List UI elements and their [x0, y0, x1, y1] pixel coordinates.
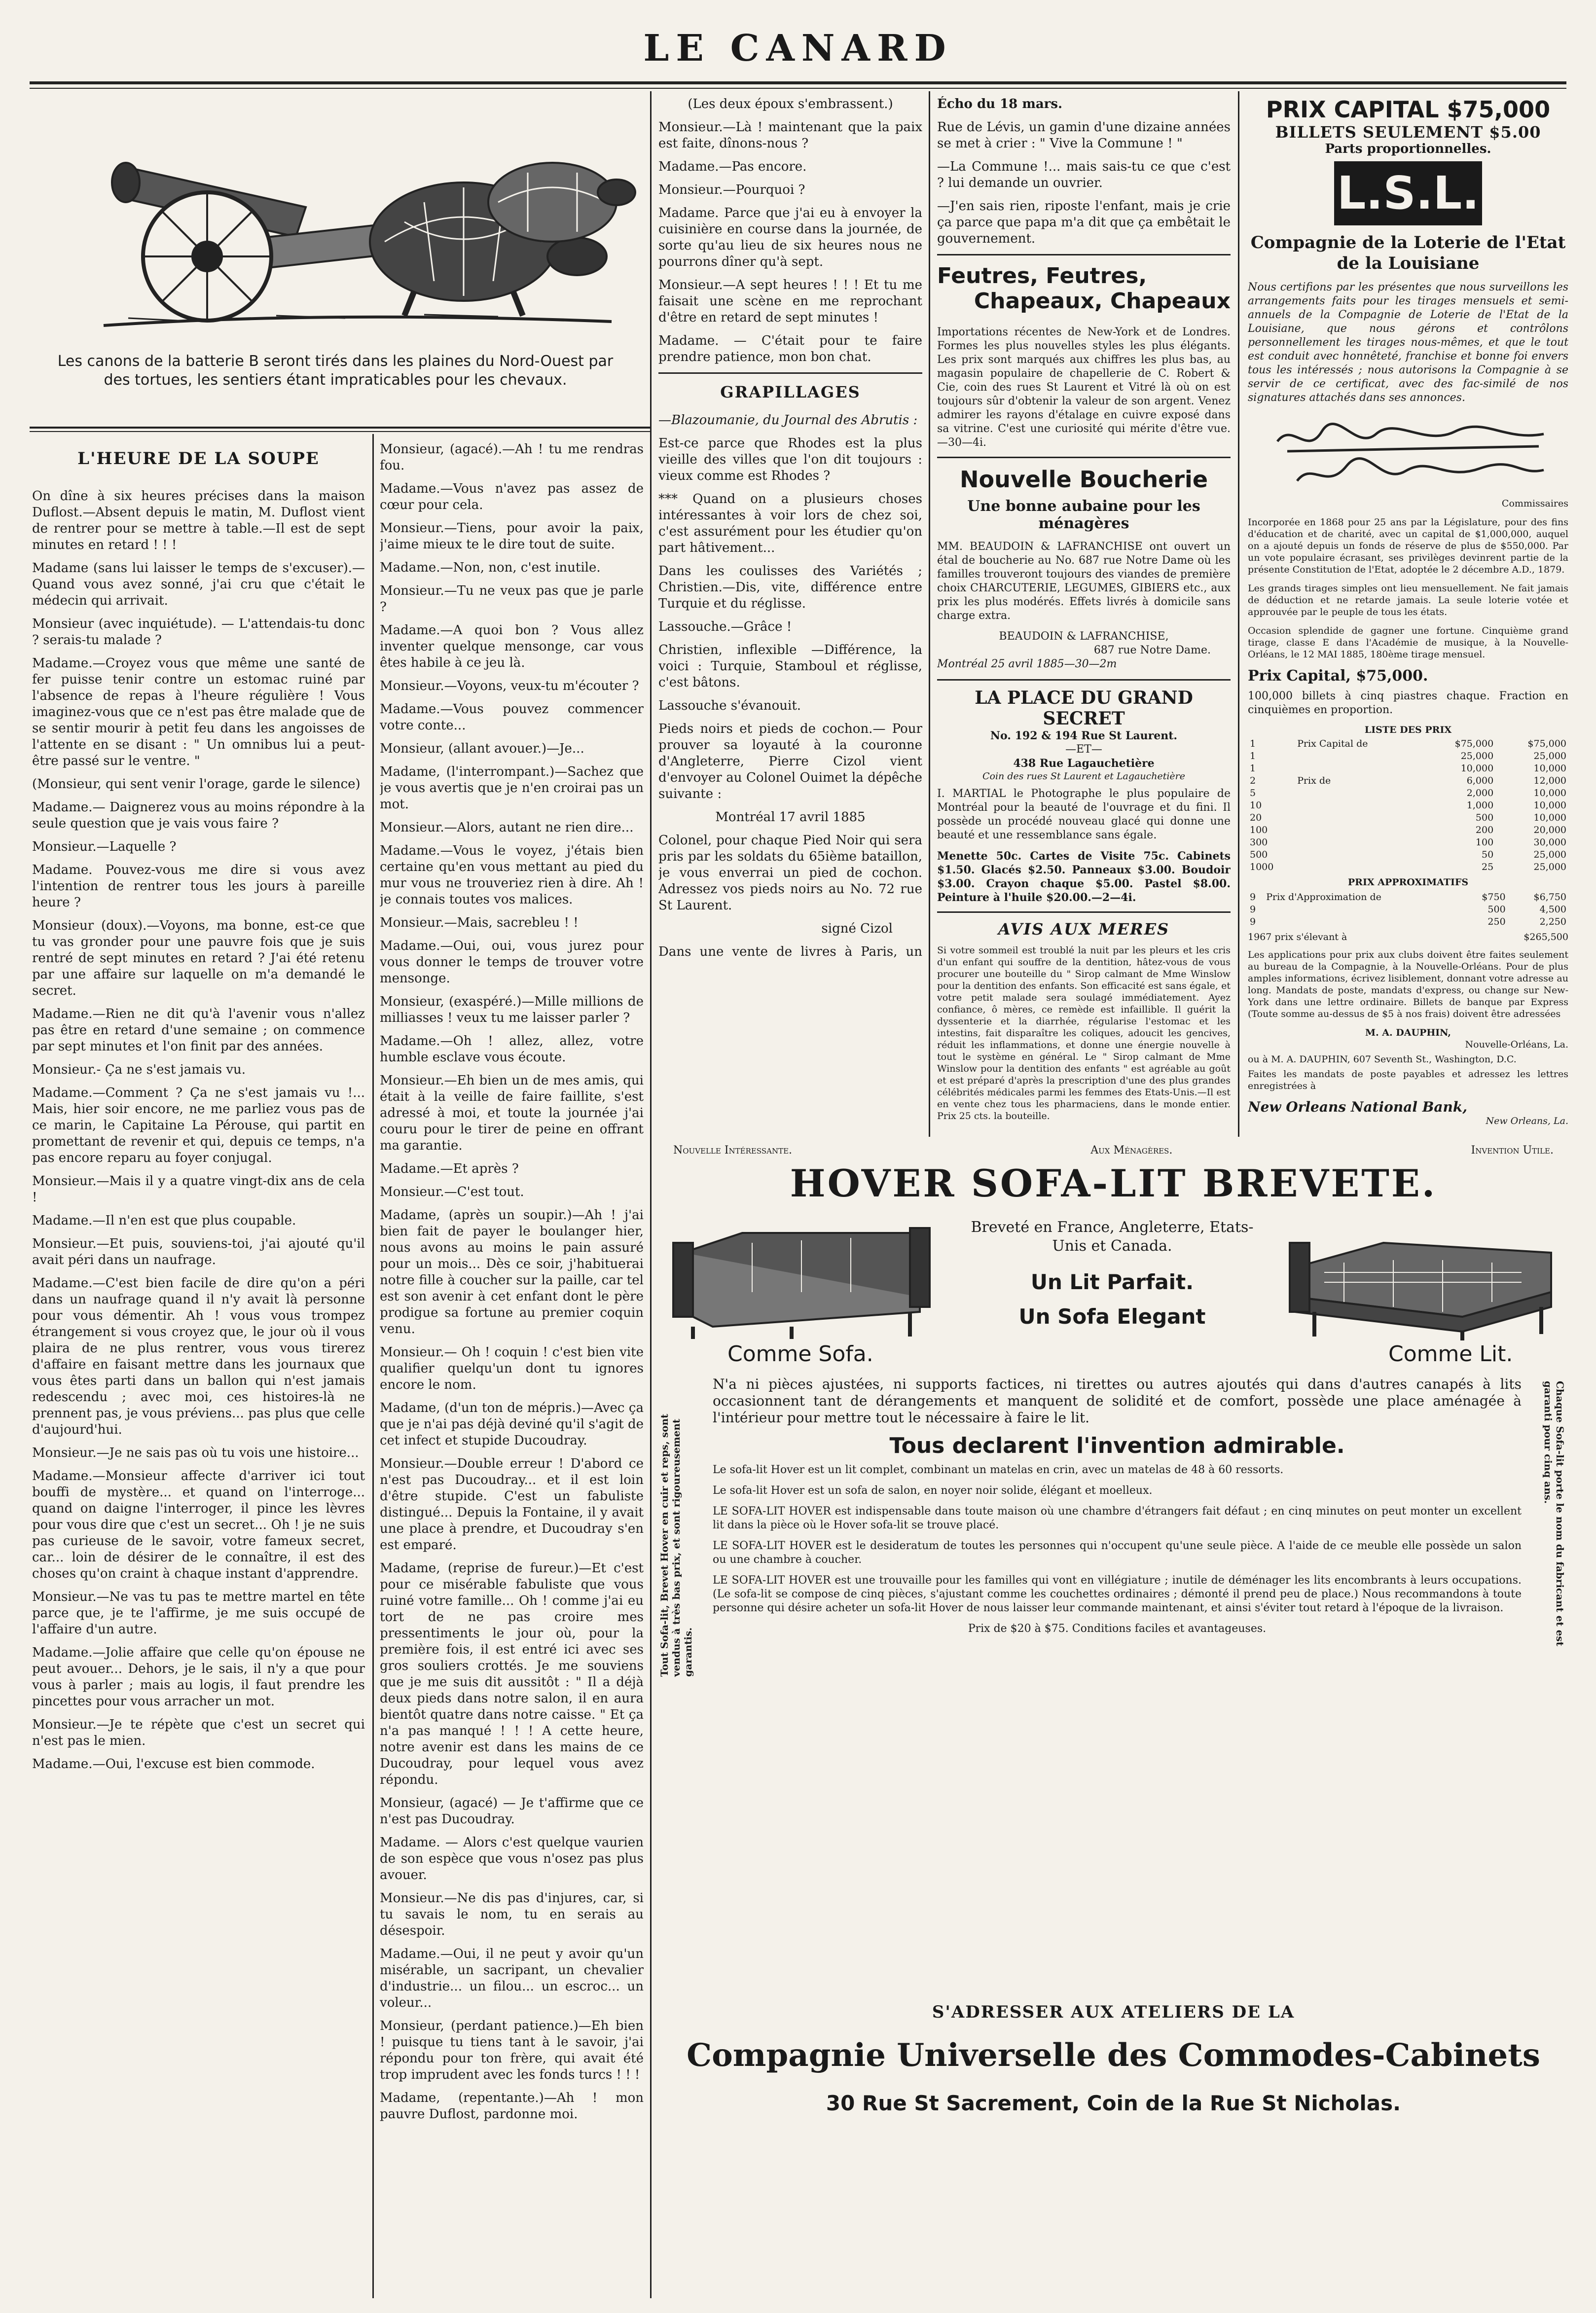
sofa-text-6: LE SOFA-LIT HOVER est une trouvaille pour les familles qui vont en villégiature ; inutile de déménager les lits encombrants à leurs occupations. (Le sofa-lit se compose de cinq pièces, s'ajustant comme les couchettes ordinaires ; démonté il prend peu de place.) Nous recommandons à toute personne qui désire acheter un sofa-lit Hover de nous laisser leur commande maintenant, et ainsi s'éviter tout retard à l'époque de la livraison.: [713, 1574, 1522, 1614]
prize-cell: [1264, 916, 1461, 928]
paragraph: —La Commune !... mais sais-tu ce que c'est ? lui demande un ouvrier.: [937, 159, 1231, 190]
masthead: [0, 27, 1596, 70]
prize-cell: $75,000: [1527, 738, 1566, 749]
cartoon-caption: Les canons de la batterie B seront tirés dans les plaines du Nord-Ouest par des tortues, les sentiers étant impraticables pour les chevaux.: [57, 353, 614, 389]
prize-cell: 25,000: [1460, 751, 1494, 761]
dauphin-washington: ou à M. A. DAUPHIN, 607 Seventh St., Washington, D.C.: [1248, 1054, 1517, 1065]
boucherie-date: Montréal 25 avril 1885—30—2m: [937, 658, 1117, 670]
prize-row: [1248, 738, 1568, 750]
paragraph: Madame.—Vous pouvez commencer votre conte...: [380, 702, 644, 733]
prize-cell: 25: [1482, 862, 1494, 872]
prize-cell: 1,000: [1466, 800, 1494, 811]
prize-cell: [1295, 750, 1422, 762]
paragraph: Monsieur.—Mais il y a quatre vingt-dix ans de cela !: [32, 1174, 365, 1205]
prize-row: [1248, 824, 1568, 836]
feutres-text: Importations récentes de New-York et de Londres. Formes les plus nouvelles styles les plus élégants. Les prix sont marqués aux chiffres les plus bas, au magasin populaire de chapellerie de C. Robert & Cie, coin des rues St Laurent et Vitré là où on est toujours sûr d'obtenir la valeur de son argent. Venez admirer les rayons d'étalage en cuivre exposé dans sa vitrine. C'est une curiosité qui mérite d'être vue. —30—4i.: [937, 326, 1231, 449]
lottery-liste-heading: LISTE DES PRIX: [1364, 724, 1452, 735]
lottery-parts: Parts proportionnelles.: [1325, 142, 1491, 156]
prize-row: [1248, 812, 1568, 824]
paragraph: Pieds noirs et pieds de cochon.— Pour prouver sa loyauté à la couronne d'Angleterre, Pierre Cizol vient d'envoyer au Colonel Ouimet la dépêche suivante :: [658, 722, 922, 801]
sofa-tous: Tous declarent l'invention admirable.: [889, 1433, 1345, 1458]
prize-cell: 1: [1250, 763, 1256, 774]
lottery-total-row: [1248, 931, 1568, 943]
paragraph: signé Cizol: [821, 921, 893, 936]
lottery-heading: PRIX CAPITAL $75,000: [1266, 96, 1551, 123]
prize-cell: [1295, 812, 1422, 824]
sofa-brevete: Breveté en France, Angleterre, Etats-Unis et Canada.: [971, 1219, 1254, 1255]
boucherie-signature: BEAUDOIN & LAFRANCHISE,: [999, 630, 1169, 643]
paragraph: Monsieur (avec inquiétude). — L'attendais-tu donc ? serais-tu malade ?: [32, 616, 365, 648]
lottery-grands-tirages: Les grands tirages simples ont lieu mensuellement. Ne fait jamais de déduction et ne retarde jamais. La seule loterie votée et approuvée par le peuple de tous les états.: [1248, 583, 1568, 617]
sofa-elegant: Un Sofa Elegant: [1018, 1304, 1206, 1329]
prize-cell: $75,000: [1454, 738, 1494, 749]
paragraph: Monsieur.—Et puis, souviens-toi, j'ai ajouté qu'il avait péri dans un naufrage.: [32, 1236, 365, 1267]
paragraph: Monsieur.—Double erreur ! D'abord ce n'est pas Ducoudray... et il est loin d'être stupide. C'est un fabuliste distingué... Depuis la Fontaine, il y avait une place à prendre, et Ducoudray s'en est emparé.: [380, 1456, 644, 1553]
paragraph: Monsieur.—Alors, autant ne rien dire...: [380, 820, 634, 835]
prize-row: [1248, 836, 1568, 849]
secret-text: I. MARTIAL le Photographe le plus populaire de Montréal pour la beauté de l'ouvrage et du fini. Il possède un procédé nouveau glacé qui donne une beauté et une ressemblance sans égale.: [937, 788, 1231, 841]
prize-row: [1248, 787, 1568, 799]
lottery-mandats: Faites les mandats de poste payables et adressez les lettres enregistrées à: [1248, 1069, 1568, 1091]
paragraph: Monsieur.- Ça ne s'est jamais vu.: [32, 1062, 246, 1077]
paragraph: Monsieur, (agacé).—Ah ! tu me rendras fou.: [380, 442, 644, 473]
comme-sofa: Comme Sofa.: [727, 1341, 873, 1367]
paragraph: Monsieur, (exaspéré.)—Mille millions de milliasses ! veux tu me laisser parler ?: [380, 994, 644, 1025]
paragraph: Lassouche s'évanouit.: [658, 698, 801, 713]
lottery-occasion: Occasion splendide de gagner une fortune. Cinquième grand tirage, classe E dans l'Académie de musique, à la Nouvelle-Orléans, le 12 MAI 1885, 180ème tirage mensuel.: [1248, 625, 1568, 660]
prize-row: [1248, 891, 1568, 904]
total-value: $265,500: [1523, 932, 1568, 942]
prize-cell: 12,000: [1533, 775, 1566, 786]
sofa-text-1: N'a ni pièces ajustées, ni supports factices, ni tirettes ou autres ajoutés qui dans d'autres canapés à lits occasionnent tant de dérangements et manquent de solidité et de comfort, possède une place aménagée à l'intérieur pour mettre tout le nécessaire à faire le lit.: [713, 1376, 1522, 1426]
paragraph: Monsieur, (agacé) — Je t'affirme que ce n'est pas Ducoudray.: [380, 1796, 644, 1827]
prize-cell: [1295, 824, 1422, 836]
prize-cell: [1295, 861, 1422, 873]
paragraph: *** Quand on a plusieurs choses intéressantes à voir lors de chez soi, c'est assurément pour les étudier qu'on part hâtivement...: [658, 492, 922, 555]
secret-prices: Menette 50c. Cartes de Visite 75c. Cabinets $1.50. Glacés $2.50. Panneaux $3.00. Boudoir $3.00. Crayon chaque $5.00. Pastel $8.00. Peinture à l'huile $20.00.—2—4i.: [937, 850, 1231, 904]
paragraph: Monsieur, (perdant patience.)—Eh bien ! puisque tu tiens tant à le savoir, j'ai répondu pour ton frère, qui avait été trop imprudent avec les fonds turcs ! ! !: [380, 2019, 644, 2082]
prize-cell: $6,750: [1533, 892, 1566, 903]
sofa-top-labels: [658, 1144, 1568, 1156]
prize-cell: 2,250: [1539, 916, 1566, 927]
boucherie-text: MM. BEAUDOIN & LAFRANCHISE ont ouvert un étal de boucherie au No. 687 rue Notre Dame où les familles trouveront toujours des viandes de première choix CHARCUTERIE, LEGUMES, GIBIERS etc., aux prix les plus modérés. Effets livrés à domicile sans charge extra.: [937, 541, 1231, 622]
paragraph: Rue de Lévis, un gamin d'une dizaine années se met à crier : " Vive la Commune ! ": [937, 120, 1231, 151]
sofa-side-left: Tout Sofa-lit, Brevet Hover en cuir et reps, sont vendus à très bas prix, et sont rigoureusement garantis.: [658, 1413, 694, 1677]
secret-coin: Coin des rues St Laurent et Lagauchetière: [982, 771, 1185, 782]
paragraph: Christien, inflexible —Différence, la voici : Turquie, Stamboul et réglisse, c'est bâtons.: [658, 643, 922, 690]
sofa-text-5: LE SOFA-LIT HOVER est le desideratum de toutes les personnes qui n'occupent qu'une seule pièce. A l'aide de ce meuble elle possède un salon ou une chambre à coucher.: [713, 1540, 1522, 1566]
prize-cell: [1295, 836, 1422, 849]
paragraph: Monsieur.—Tu ne veux pas que je parle ?: [380, 583, 644, 614]
sofa-adresse: 30 Rue St Sacrement, Coin de la Rue St Nicholas.: [826, 2091, 1401, 2115]
paragraph: Madame.—Non, non, c'est inutile.: [380, 560, 601, 575]
paragraph: Monsieur.—Là ! maintenant que la paix est faite, dînons-nous ?: [658, 120, 922, 151]
prize-cell: 100: [1475, 837, 1494, 848]
paragraph: Monsieur.—Ne vas tu pas te mettre martel en tête parce que, je te l'affirme, je me suis occupé de l'affaire d'un autre.: [32, 1590, 365, 1637]
paragraph: Colonel, pour chaque Pied Noir qui sera pris par les soldats du 65ième bataillon, je vous enverrai un pied de cochon. Adressez vos pieds noirs au No. 72 rue St Laurent.: [658, 833, 922, 913]
secret-address-1: No. 192 & 194 Rue St Laurent.: [990, 729, 1178, 742]
paragraph: Madame.—Oh ! allez, allez, votre humble esclave vous écoute.: [380, 1034, 644, 1065]
secret-et: —ET—: [1065, 743, 1102, 756]
paragraph: Monsieur.—Voyons, veux-tu m'écouter ?: [380, 679, 639, 693]
prize-cell: 10,000: [1533, 812, 1566, 823]
cannon-tortoise-illustration: [30, 94, 641, 335]
sofa-label-mid: Aux Ménagères.: [1090, 1144, 1173, 1156]
prize-cell: 10: [1250, 800, 1262, 811]
paragraph: Madame.—Il n'en est que plus coupable.: [32, 1213, 296, 1228]
paragraph: Monsieur.—Laquelle ?: [32, 839, 177, 854]
sofa-lit-ad: [658, 1144, 1568, 2298]
prize-cell: [1264, 904, 1461, 916]
paragraph: Madame.—Jolie affaire que celle qu'on épouse ne peut avouer... Dehors, je le sais, il n'y a que pour vous à parler ; mais au logis, il faut prendre les pincettes pour vous arracher un mot.: [32, 1645, 365, 1709]
paragraph: Madame.—Comment ? Ça ne s'est jamais vu !... Mais, hier soir encore, ne me parliez vous pas de ce marin, le Capitaine La Pérouse, qui partit en promettant de revenir et qui, depuis ce temps, n'a pas encore reparu au foyer conjugal.: [32, 1085, 365, 1165]
paragraph: Madame, (reprise de fureur.)—Et c'est pour ce misérable fabuliste que vous ruiné votre famille... Oh ! comme j'ai eu tort de ne pas croire mes pressentiments le jour où, pour la première fois, il est entré ici avec ses gros souliers crottés. Je me souviens que je me suis dit aussitôt : " Il a déjà deux pieds dans notre salon, il en aura bientôt quatre dans notre caisse. " Et ça n'a pas manqué ! ! ! A cette heure, notre avenir est dans les mains de ce Ducoudray, pour lequel vous avez répondu.: [380, 1561, 644, 1787]
dauphin-city: Nouvelle-Orléans, La.: [1465, 1039, 1568, 1050]
paragraph: Madame. Pouvez-vous me dire si vous avez l'intention de rentrer tous les jours à pareille heure ?: [32, 863, 365, 910]
paragraph: Monsieur.—Pourquoi ?: [658, 182, 805, 197]
prize-row: [1248, 904, 1568, 916]
paragraph: Madame.—Monsieur affecte d'arriver ici tout bouffi de mystère... et quand on l'interroge... quand on daigne l'interroger, il pince les lèvres pour vous dire que c'est un secret... Oh ! je ne suis pas curieuse de le savoir, votre fameux secret, car... loin de désirer de le connaître, il est des choses qu'on craint à chaque instant d'apprendre.: [32, 1469, 365, 1581]
lottery-applications: Les applications pour prix aux clubs doivent être faites seulement au bureau de la Compagnie, à la Nouvelle-Orléans. Pour de plus amples informations, écrivez lisiblement, donnant votre adresse au long. Mandats de poste, mandats d'express, ou change sur New-York dans une lettre ordinaire. Billets de banque par Express (Toute somme au-dessus de $5 à nos frais) doivent être adressées: [1248, 949, 1568, 1019]
prize-cell: 300: [1250, 837, 1268, 848]
prize-row: [1248, 916, 1568, 928]
lottery-billets-count: 100,000 billets à cinq piastres chaque. Fraction en cinquièmes en proportion.: [1248, 690, 1568, 716]
prize-table: [1248, 738, 1568, 873]
lottery-column: [1248, 96, 1568, 1132]
prize-cell: 9: [1250, 892, 1256, 903]
prize-cell: $750: [1482, 892, 1506, 903]
paragraph: Madame.—Vous le voyez, j'étais bien certaine qu'en vous mettant au pied du mur vous ne trouveriez rien à dire. Ah ! je connais toutes vos malices.: [380, 843, 644, 907]
paragraph: —J'en sais rien, riposte l'enfant, mais je crie ça parce que papa m'a dit que ça embêtait le gouvernement.: [937, 199, 1231, 246]
approx-table: [1248, 891, 1568, 928]
sofa-body: [713, 1376, 1522, 1636]
paragraph: Madame. — C'était pour te faire prendre patience, mon bon chat.: [658, 333, 922, 364]
paragraph: Madame.— Daignerez vous au moins répondre à la seule question que je vais vous faire ?: [32, 800, 365, 831]
paragraph: Madame, (après un soupir.)—Ah ! j'ai bien fait de payer le boulanger hier, nous avons au moins le pain assuré pour un mois... Dès ce soir, j'habituerai notre fille à coucher sur la paille, car tel est son avenir à cet enfant dont le père prodigue sa fortune au premier coquin venu.: [380, 1208, 644, 1337]
prize-cell: 4,500: [1539, 904, 1566, 915]
paragraph: (Monsieur, qui sent venir l'orage, garde le silence): [32, 777, 361, 792]
soupe-column-2: [380, 441, 644, 2301]
paragraph: Monsieur.—Je ne sais pas où tu vois une histoire...: [32, 1446, 359, 1460]
prize-cell: 2: [1250, 775, 1256, 786]
boucherie-subheading: Une bonne aubaine pour les ménagères: [967, 498, 1200, 532]
prize-row: [1248, 750, 1568, 762]
prize-cell: [1295, 762, 1422, 775]
prize-cell: 10,000: [1533, 763, 1566, 774]
paragraph: Lassouche.—Grâce !: [658, 619, 792, 634]
paragraph: Madame, (l'interrompant.)—Sachez que je vous avertis que je n'en croirai pas un mot.: [380, 764, 644, 812]
paragraph: Madame.—A quoi bon ? Vous allez inventer quelque mensonge, car vous êtes habile à ce jeu là.: [380, 623, 644, 670]
paragraph: Monsieur.—Eh bien un de mes amis, qui était à la veille de faire faillite, s'est adressé à moi, et toute la journée j'ai couru pour le tirer de peine en offrant ma garantie.: [380, 1073, 644, 1153]
sofa-text-2: Le sofa-lit Hover est un lit complet, combinant un matelas en crin, avec un matelas de 48 à 60 ressorts.: [713, 1464, 1284, 1476]
commissaires: Commissaires: [1501, 498, 1568, 509]
prize-cell: Prix de: [1297, 775, 1331, 786]
prize-row: [1248, 799, 1568, 812]
sofa-illustration-right: [1285, 1213, 1561, 1341]
lottery-prix-capital: Prix Capital, $75,000.: [1248, 667, 1428, 685]
paragraph: Monsieur.—Je te répète que c'est un secret qui n'est pas le mien.: [32, 1717, 365, 1748]
avis-text: Si votre sommeil est troublé la nuit par les pleurs et les cris d'un enfant qui souffre de la dentition, hâtez-vous de vous procurer une bouteille du " Sirop calmant de Mme Winslow pour la dentition des enfants. Son efficacité est sans égale, et votre petit malade sera soulagé immédiatement. Ayez confiance, ô mères, ce remède est infaillible. Il guérit la dyssenterie et la diarrhée, régularise l'estomac et les intestins, fait disparaître les coliques, adoucit les gencives, réduit les inflammations, et donne une énergie nouvelle à tout le système en général. Le " Sirop calmant de Mme Winslow pour la dentition des enfants " est agréable au goût et est préparé d'après la prescription d'une des plus grandes célébrités médicales parmi les femmes des Etats-Unis.—Il est en vente chez tous les pharmaciens, dans le monde entier. Prix 25 cts. la bouteille.: [937, 945, 1231, 1121]
prize-cell: 500: [1250, 849, 1268, 860]
prize-cell: 500: [1487, 904, 1506, 915]
lottery-company: Compagnie de la Loterie de l'Etat de la Louisiane: [1250, 233, 1566, 273]
sofa-illustration-left: [663, 1213, 940, 1341]
avis-heading: AVIS AUX MERES: [998, 920, 1170, 939]
paragraph: (Les deux époux s'embrassent.): [688, 97, 893, 111]
prize-cell: 20,000: [1533, 825, 1566, 835]
paragraph: Madame. — Alors c'est quelque vaurien de son espèce que vous n'osez pas plus avouer.: [380, 1835, 644, 1882]
paragraph: Monsieur.—Mais, sacrebleu ! !: [380, 915, 579, 930]
prize-cell: 9: [1250, 916, 1256, 927]
lottery-incorporation: Incorporée en 1868 pour 25 ans par la Législature, pour des fins d'éducation et de charité, avec un capital de $1,000,000, auquel on a ajouté depuis un fonds de réserve de plus de $550,000. Par un vote populaire écrasant, ses privilèges devinrent partie de la présente Constitution de l'Etat, adoptée le 2 décembre A.D., 1879.: [1248, 517, 1568, 575]
paragraph: Madame.—Oui, il ne peut y avoir qu'un misérable, un sacripant, un chevalier d'industrie... un filou... un escroc... un voleur...: [380, 1947, 644, 2010]
prize-cell: Prix d'Approximation de: [1266, 892, 1381, 903]
prize-row: [1248, 762, 1568, 775]
secret-address-2: 438 Rue Lagauchetière: [1013, 757, 1155, 770]
feutres-heading-2: Chapeaux, Chapeaux: [974, 289, 1231, 314]
approx-heading: PRIX APPROXIMATIFS: [1347, 877, 1469, 888]
prize-cell: 6,000: [1466, 775, 1494, 786]
grapillages-heading: GRAPILLAGES: [720, 383, 861, 401]
prize-cell: 2,000: [1466, 788, 1494, 798]
paragraph: Madame.—Rien ne dit qu'à l'avenir vous n'allez pas être en retard d'une semaine ; on commence par sept minutes et l'on finit par des années.: [32, 1007, 365, 1054]
prize-cell: [1295, 849, 1422, 861]
paragraph: Madame.—Pas encore.: [658, 159, 807, 174]
prize-cell: [1295, 799, 1422, 812]
sofa-heading: HOVER SOFA-LIT BREVETE.: [790, 1161, 1437, 1205]
signatures-image: [1248, 412, 1568, 496]
prize-cell: 10,000: [1460, 763, 1494, 774]
prize-row: [1248, 861, 1568, 873]
column-4: [937, 96, 1231, 1132]
sofa-text-3: Le sofa-lit Hover est un sofa de salon, en noyer noir solide, élégant et moelleux.: [713, 1484, 1153, 1497]
paragraph: Écho du 18 mars.: [937, 97, 1063, 111]
lottery-billets: BILLETS SEULEMENT $5.00: [1275, 123, 1541, 142]
paragraph: Est-ce parce que Rhodes est la plus vieille des villes que l'on dit toujours : vieux comme est Rhodes ?: [658, 436, 922, 483]
paragraph: Montréal 17 avril 1885: [715, 810, 866, 825]
paragraph: Madame.—Et après ?: [380, 1161, 519, 1176]
sofa-text-4: LE SOFA-LIT HOVER est indispensable dans toute maison où une chambre d'étrangers fait défaut ; en cinq minutes on peut monter un excellent lit dans la pièce où le Hover sofa-lit se trouve placé.: [713, 1505, 1522, 1531]
paragraph: —Blazoumanie, du Journal des Abrutis :: [658, 413, 918, 428]
prize-cell: 100: [1250, 825, 1268, 835]
prize-cell: 10,000: [1533, 788, 1566, 798]
paragraph: Madame (sans lui laisser le temps de s'excuser).—Quand vous avez sonné, j'ai cru que c'était le médecin qui arrivait.: [32, 561, 365, 608]
paragraph: Madame, (repentante.)—Ah ! mon pauvre Duflost, pardonne moi.: [380, 2091, 644, 2122]
comme-lit: Comme Lit.: [1388, 1341, 1513, 1367]
dauphin-name: M. A. DAUPHIN,: [1365, 1027, 1451, 1038]
bank-name: New Orleans National Bank,: [1248, 1099, 1468, 1115]
paragraph: Madame.—Croyez vous que même une santé de fer puisse tenir contre un estomac ruiné par l'absence de repas à l'heure régulière ! Vous imaginez-vous que ce n'est pas être malade que de se sentir mourir à petit feu dans les angoisses de l'attente en se disant : " Un omnibus lui a peut-être passé sur le ventre. ": [32, 656, 365, 768]
prize-cell: 20: [1250, 812, 1262, 823]
prize-cell: 250: [1487, 916, 1506, 927]
prize-cell: 1: [1250, 751, 1256, 761]
paragraph: Madame.—C'est bien facile de dire qu'on a péri dans un naufrage quand il n'y avait là personne pour vous démentir. Ah ! vous vous trompez étrangement si vous croyez que, le jour où il vous plaira de ne plus rentrer, vous vous tirerez d'affaire en faisant mettre dans les journaux que vous êtes parti dans un ballon qui n'est jamais redescendu ; avec moi, ces histoires-là ne prennent pas, je vous préviens... pas plus que celle d'aujourd'hui.: [32, 1276, 365, 1437]
paragraph: Dans une vente de livres à Paris, un: [658, 944, 922, 959]
cartoon: [30, 94, 641, 424]
prize-cell: 9: [1250, 904, 1256, 915]
paragraph: Monsieur.—A sept heures ! ! ! Et tu me faisait une scène en me reprochant d'être en retard de sept minutes !: [658, 278, 922, 325]
sofa-lit-parfait: Un Lit Parfait.: [1030, 1270, 1194, 1294]
paragraph: Madame.—Vous n'avez pas assez de cœur pour cela.: [380, 481, 644, 512]
paragraph: Madame.—Oui, l'excuse est bien commode.: [32, 1757, 315, 1771]
prize-cell: 30,000: [1533, 837, 1566, 848]
paragraph: Madame, (d'un ton de mépris.)—Avec ça que je n'ai pas déjà deviné qu'il s'agit de cet infect et stupide Ducoudray.: [380, 1401, 644, 1448]
paragraph: Monsieur.—Tiens, pour avoir la paix, j'aime mieux te le dire tout de suite.: [380, 521, 644, 552]
prize-cell: Prix Capital de: [1297, 738, 1368, 749]
soupe-col1-text: [32, 488, 365, 1772]
total-label: 1967 prix s'élevant à: [1248, 932, 1347, 942]
prize-cell: 10,000: [1533, 800, 1566, 811]
soupe-heading: L'HEURE DE LA SOUPE: [77, 449, 320, 469]
sofa-side-right: Chaque Sofa-lit porte le nom du fabricant et est garanti pour cinq ans.: [1542, 1381, 1566, 1646]
prize-cell: 1000: [1250, 862, 1274, 872]
paragraph: Monsieur.— Oh ! coquin ! c'est bien vite qualifier quelqu'un dont tu ignores encore le nom.: [380, 1345, 644, 1392]
prize-cell: 50: [1482, 849, 1494, 860]
paragraph: Monsieur.—C'est tout.: [380, 1185, 524, 1199]
prize-cell: 25,000: [1533, 862, 1566, 872]
prize-cell: 200: [1475, 825, 1494, 835]
boucherie-heading: Nouvelle Boucherie: [959, 466, 1208, 493]
sofa-adresser: S'ADRESSER AUX ATELIERS DE LA: [932, 2002, 1295, 2022]
lsl-logo: [1334, 161, 1482, 225]
boucherie-address: 687 rue Notre Dame.: [1093, 644, 1211, 656]
prize-cell: 25,000: [1533, 849, 1566, 860]
column-3: [658, 96, 922, 959]
sofa-label-right: Invention Utile.: [1471, 1144, 1554, 1156]
masthead-title: LE CANARD: [643, 27, 953, 70]
prize-cell: 1: [1250, 738, 1256, 749]
sofa-prix: Prix de $20 à $75. Conditions faciles et avantageuses.: [968, 1623, 1267, 1635]
secret-heading: LA PLACE DU GRAND SECRET: [975, 687, 1193, 729]
sofa-label-left: Nouvelle Intéressante.: [673, 1144, 793, 1156]
soupe-column-1: [32, 449, 365, 2303]
paragraph: Dans les coulisses des Variétés ; Christien.—Dis, vite, différence entre Turquie et du réglisse.: [658, 564, 922, 611]
bank-city: New Orleans, La.: [1486, 1116, 1568, 1126]
prize-row: [1248, 849, 1568, 861]
prize-cell: 500: [1475, 812, 1494, 823]
paragraph: Madame.—Oui, oui, vous jurez pour vous donner le temps de trouver votre mensonge.: [380, 939, 644, 986]
prize-cell: 5: [1250, 788, 1256, 798]
prize-cell: [1295, 787, 1422, 799]
sofa-compagnie: Compagnie Universelle des Commodes-Cabinets: [687, 2037, 1540, 2074]
paragraph: Monsieur, (allant avouer.)—Je...: [380, 741, 584, 756]
lsl-logo-text: L.S.L.: [1337, 167, 1480, 219]
paragraph: On dîne à six heures précises dans la maison Duflost.—Absent depuis le matin, M. Duflost vient de rentrer pour se mettre à table.—Il est de sept minutes en retard ! ! !: [32, 489, 365, 552]
paragraph: Monsieur.—Ne dis pas d'injures, car, si tu savais le nom, tu en serais au désespoir.: [380, 1891, 644, 1938]
prize-row: [1248, 775, 1568, 787]
feutres-heading-1: Feutres, Feutres,: [937, 263, 1147, 289]
paragraph: Monsieur (doux).—Voyons, ma bonne, est-ce que tu vas gronder pour une pauvre fois que je suis rentré de sept minutes en retard ? J'ai été retenu par une affaire sur laquelle on m'a demandé le secret.: [32, 918, 365, 998]
prize-cell: 25,000: [1533, 751, 1566, 761]
lottery-certificate: Nous certifions par les présentes que nous surveillons les arrangements faits pour les tirages mensuels et semi-annuels de la Compagnie de Loterie de l'Etat de la Louisiane, que nous gérons et contrôlons personnellement les tirages nous-mêmes, et que le tout est conduit avec honnêteté, franchise et bonne foi envers tous les intéressés ; nous autorisons la Compagnie à se servir de ce certificat, avec des fac-similé de nos signatures attachés dans ses annonces.: [1248, 281, 1568, 404]
paragraph: Madame. Parce que j'ai eu à envoyer la cuisinière en course dans la journée, de sorte qu'au lieu de six heures nous ne pourrons dîner qu'à sept.: [658, 206, 922, 269]
